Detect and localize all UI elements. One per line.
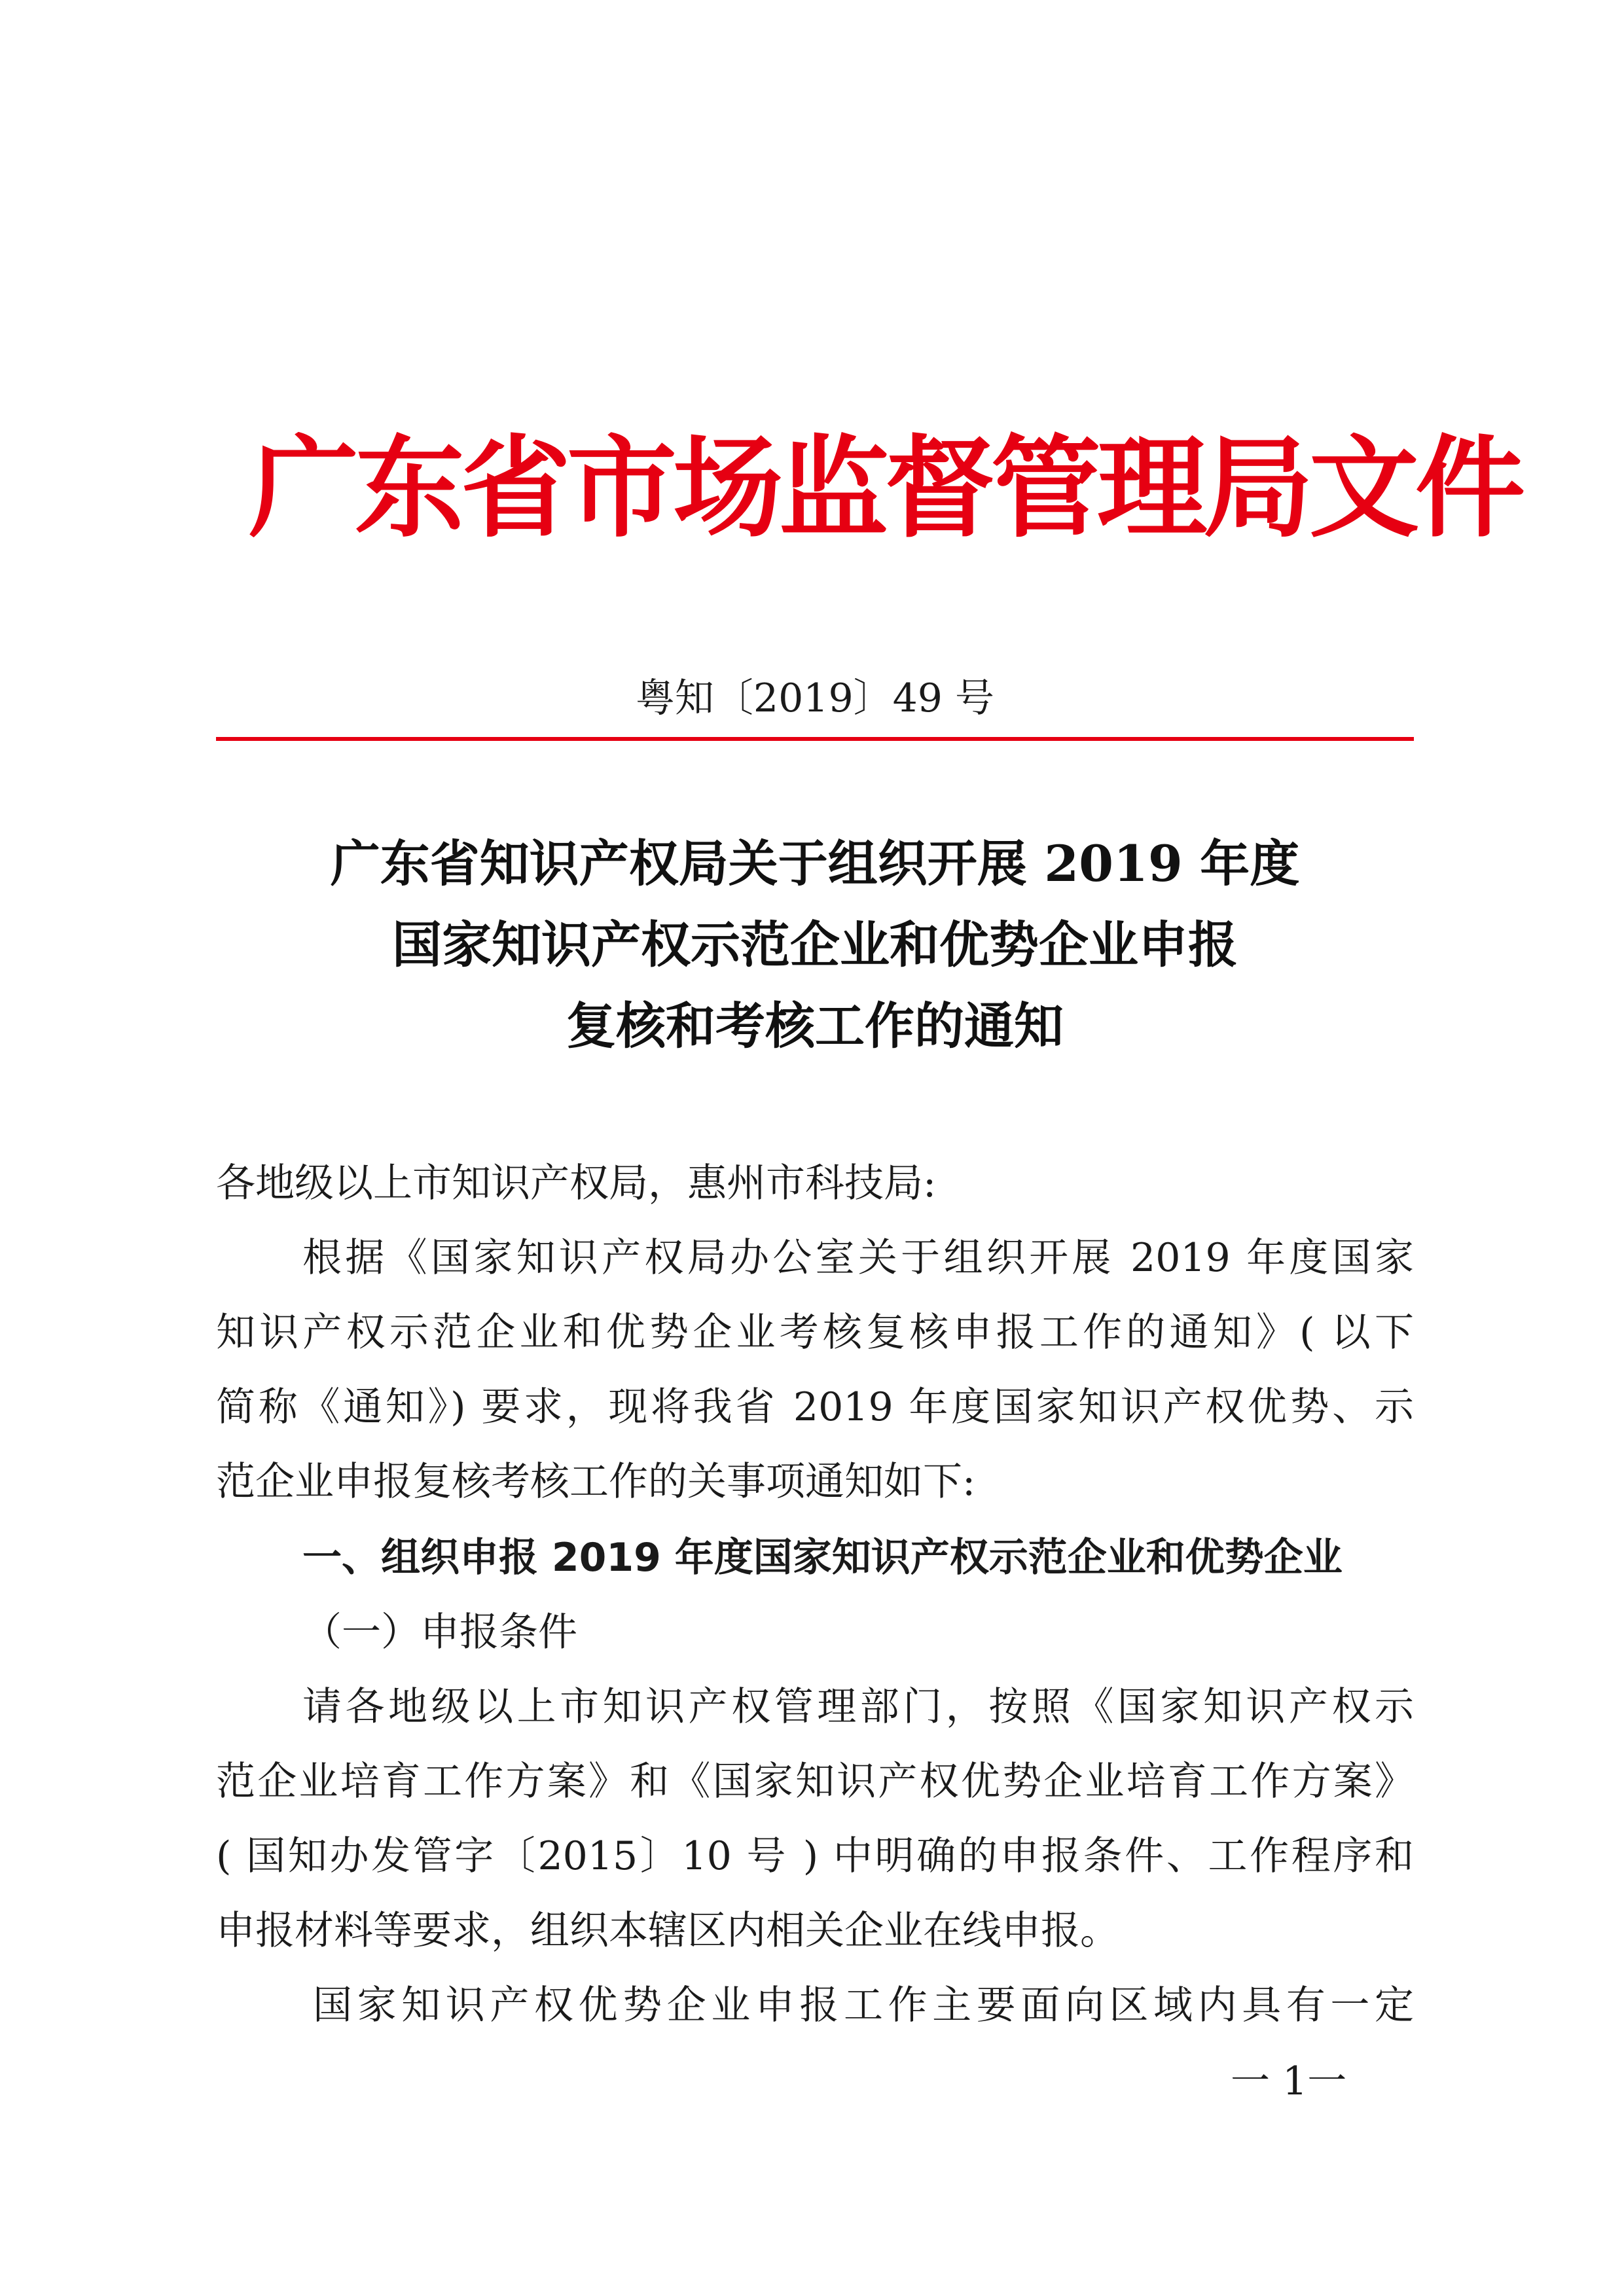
- section-1-heading: 一、组织申报 2019 年度国家知识产权示范企业和优势企业: [302, 1535, 1343, 1581]
- paragraph-2-line-3: ( 国知办发管字〔2015〕10 号 ) 中明确的申报条件、工作程序和: [216, 1833, 1414, 1879]
- paragraph-2-line-4: 申报材料等要求，组织本辖区内相关企业在线申报。: [216, 1908, 1119, 1954]
- paragraph-1-line-3: 简称《通知》) 要求，现将我省 2019 年度国家知识产权优势、示: [216, 1384, 1414, 1430]
- notice-title: [216, 823, 1414, 1067]
- masthead-title: 广东省市场监督管理局文件: [249, 423, 1521, 552]
- subsection-1-heading: （一）申报条件: [302, 1609, 577, 1655]
- paragraph-1-line-4: 范企业申报复核考核工作的关事项通知如下:: [216, 1459, 976, 1505]
- title-line-1: 广东省知识产权局关于组织开展 2019 年度: [330, 834, 1300, 893]
- paragraph-1-line-2: 知识产权示范企业和优势企业考核复核申报工作的通知》( 以下: [216, 1310, 1414, 1355]
- document-number: 粤知〔2019〕49 号: [635, 675, 995, 721]
- paragraph-1-line-1: 根据《国家知识产权局办公室关于组织开展 2019 年度国家: [302, 1235, 1414, 1281]
- addressee: 各地级以上市知识产权局，惠州市科技局:: [216, 1160, 937, 1206]
- red-divider-line: [216, 737, 1414, 741]
- page-number: 一 1一: [1231, 2058, 1347, 2104]
- paragraph-2-line-2: 范企业培育工作方案》和《国家知识产权优势企业培育工作方案》: [216, 1759, 1414, 1804]
- paragraph-3-line-1: 国家知识产权优势企业申报工作主要面向区域内具有一定: [313, 1982, 1414, 2028]
- title-line-2: 国家知识产权示范企业和优势企业申报: [392, 916, 1238, 974]
- paragraph-2-line-1: 请各地级以上市知识产权管理部门，按照《国家知识产权示: [302, 1684, 1414, 1730]
- title-line-3: 复核和考核工作的通知: [566, 997, 1064, 1055]
